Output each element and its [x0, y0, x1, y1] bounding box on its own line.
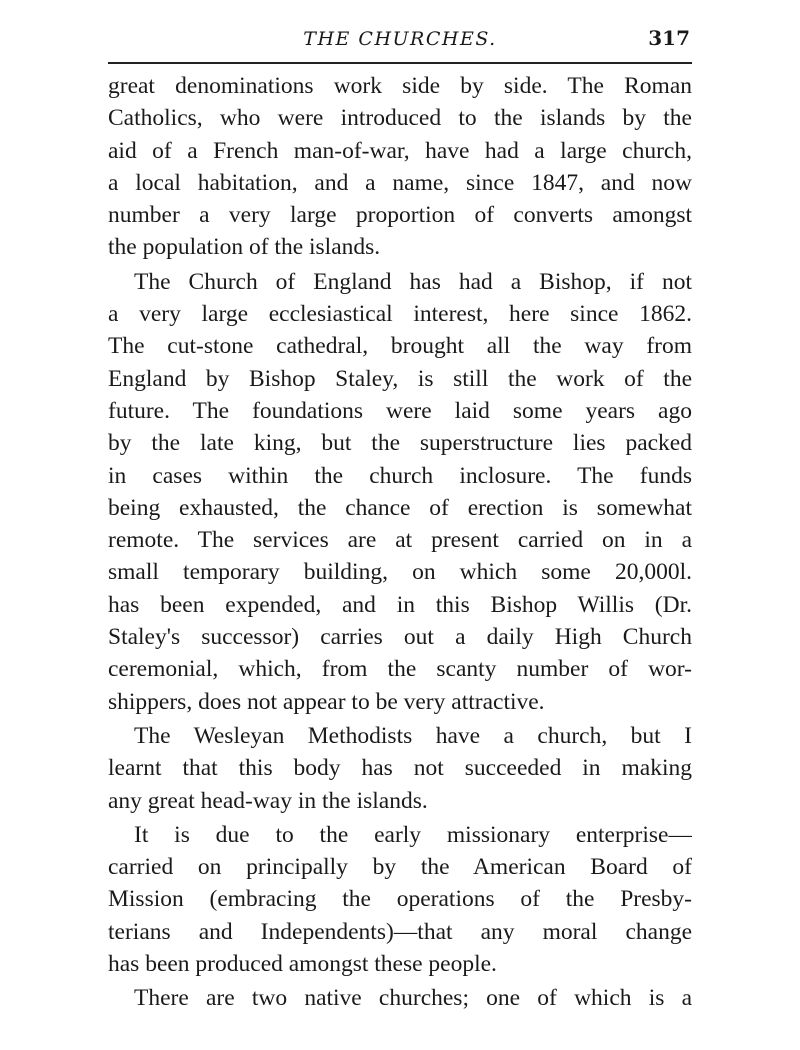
- text-line: the population of the islands.: [108, 234, 381, 261]
- paragraph-3: [108, 720, 692, 817]
- text-line: carried on principally by the American Board of: [108, 854, 692, 881]
- text-line: in cases within the church inclosure. The funds: [108, 462, 692, 489]
- text-line: The cut-stone cathedral, brought all the way from: [108, 333, 692, 360]
- body-text: [108, 70, 692, 1015]
- text-line: by the late king, but the superstructure lies packed: [108, 430, 692, 457]
- paragraph-1: [108, 70, 692, 264]
- text-line: future. The foundations were laid some years ago: [108, 397, 692, 424]
- text-line: has been expended, and in this Bishop Willis (Dr.: [108, 591, 692, 618]
- text-line: Catholics, who were introduced to the islands by the: [108, 105, 692, 132]
- paragraph-4: [108, 819, 692, 980]
- text-line: ceremonial, which, from the scanty number of wor-: [108, 656, 692, 683]
- text-line: small temporary building, on which some 20,000l.: [108, 559, 692, 586]
- text-line: being exhausted, the chance of erection is somewhat: [108, 494, 692, 521]
- paragraph-5: [108, 982, 692, 1014]
- paragraph-2: [108, 266, 692, 718]
- text-line: The Wesleyan Methodists have a church, but I: [134, 722, 692, 749]
- header-rule: [108, 62, 692, 64]
- text-line: There are two native churches; one of which is a: [134, 985, 692, 1012]
- running-title: THE CHURCHES.: [303, 28, 497, 50]
- text-line: The Church of England has had a Bishop, if not: [134, 268, 692, 295]
- text-line: learnt that this body has not succeeded in making: [108, 755, 692, 782]
- text-line: aid of a French man-of-war, have had a large church,: [108, 137, 692, 164]
- text-line: Staley's successor) carries out a daily High Church: [108, 624, 692, 651]
- text-line: any great head-way in the islands.: [108, 787, 428, 814]
- page-number: 317: [648, 26, 690, 50]
- text-line: number a very large proportion of converts amongst: [108, 202, 692, 229]
- text-line: a very large ecclesiastical interest, here since 1862.: [108, 301, 692, 328]
- running-head: [108, 26, 692, 56]
- text-line: great denominations work side by side. The Roman: [108, 73, 692, 99]
- text-line: a local habitation, and a name, since 1847, and now: [108, 169, 692, 196]
- text-line: remote. The services are at present carried on in a: [108, 527, 692, 554]
- text-line: terians and Independents)—that any moral change: [108, 918, 692, 945]
- text-line: shippers, does not appear to be very attractive.: [108, 688, 545, 715]
- text-line: England by Bishop Staley, is still the work of the: [108, 365, 692, 392]
- text-line: has been produced amongst these people.: [108, 951, 497, 978]
- text-line: Mission (embracing the operations of the Presby-: [108, 886, 692, 913]
- text-line: It is due to the early missionary enterprise—: [134, 821, 692, 848]
